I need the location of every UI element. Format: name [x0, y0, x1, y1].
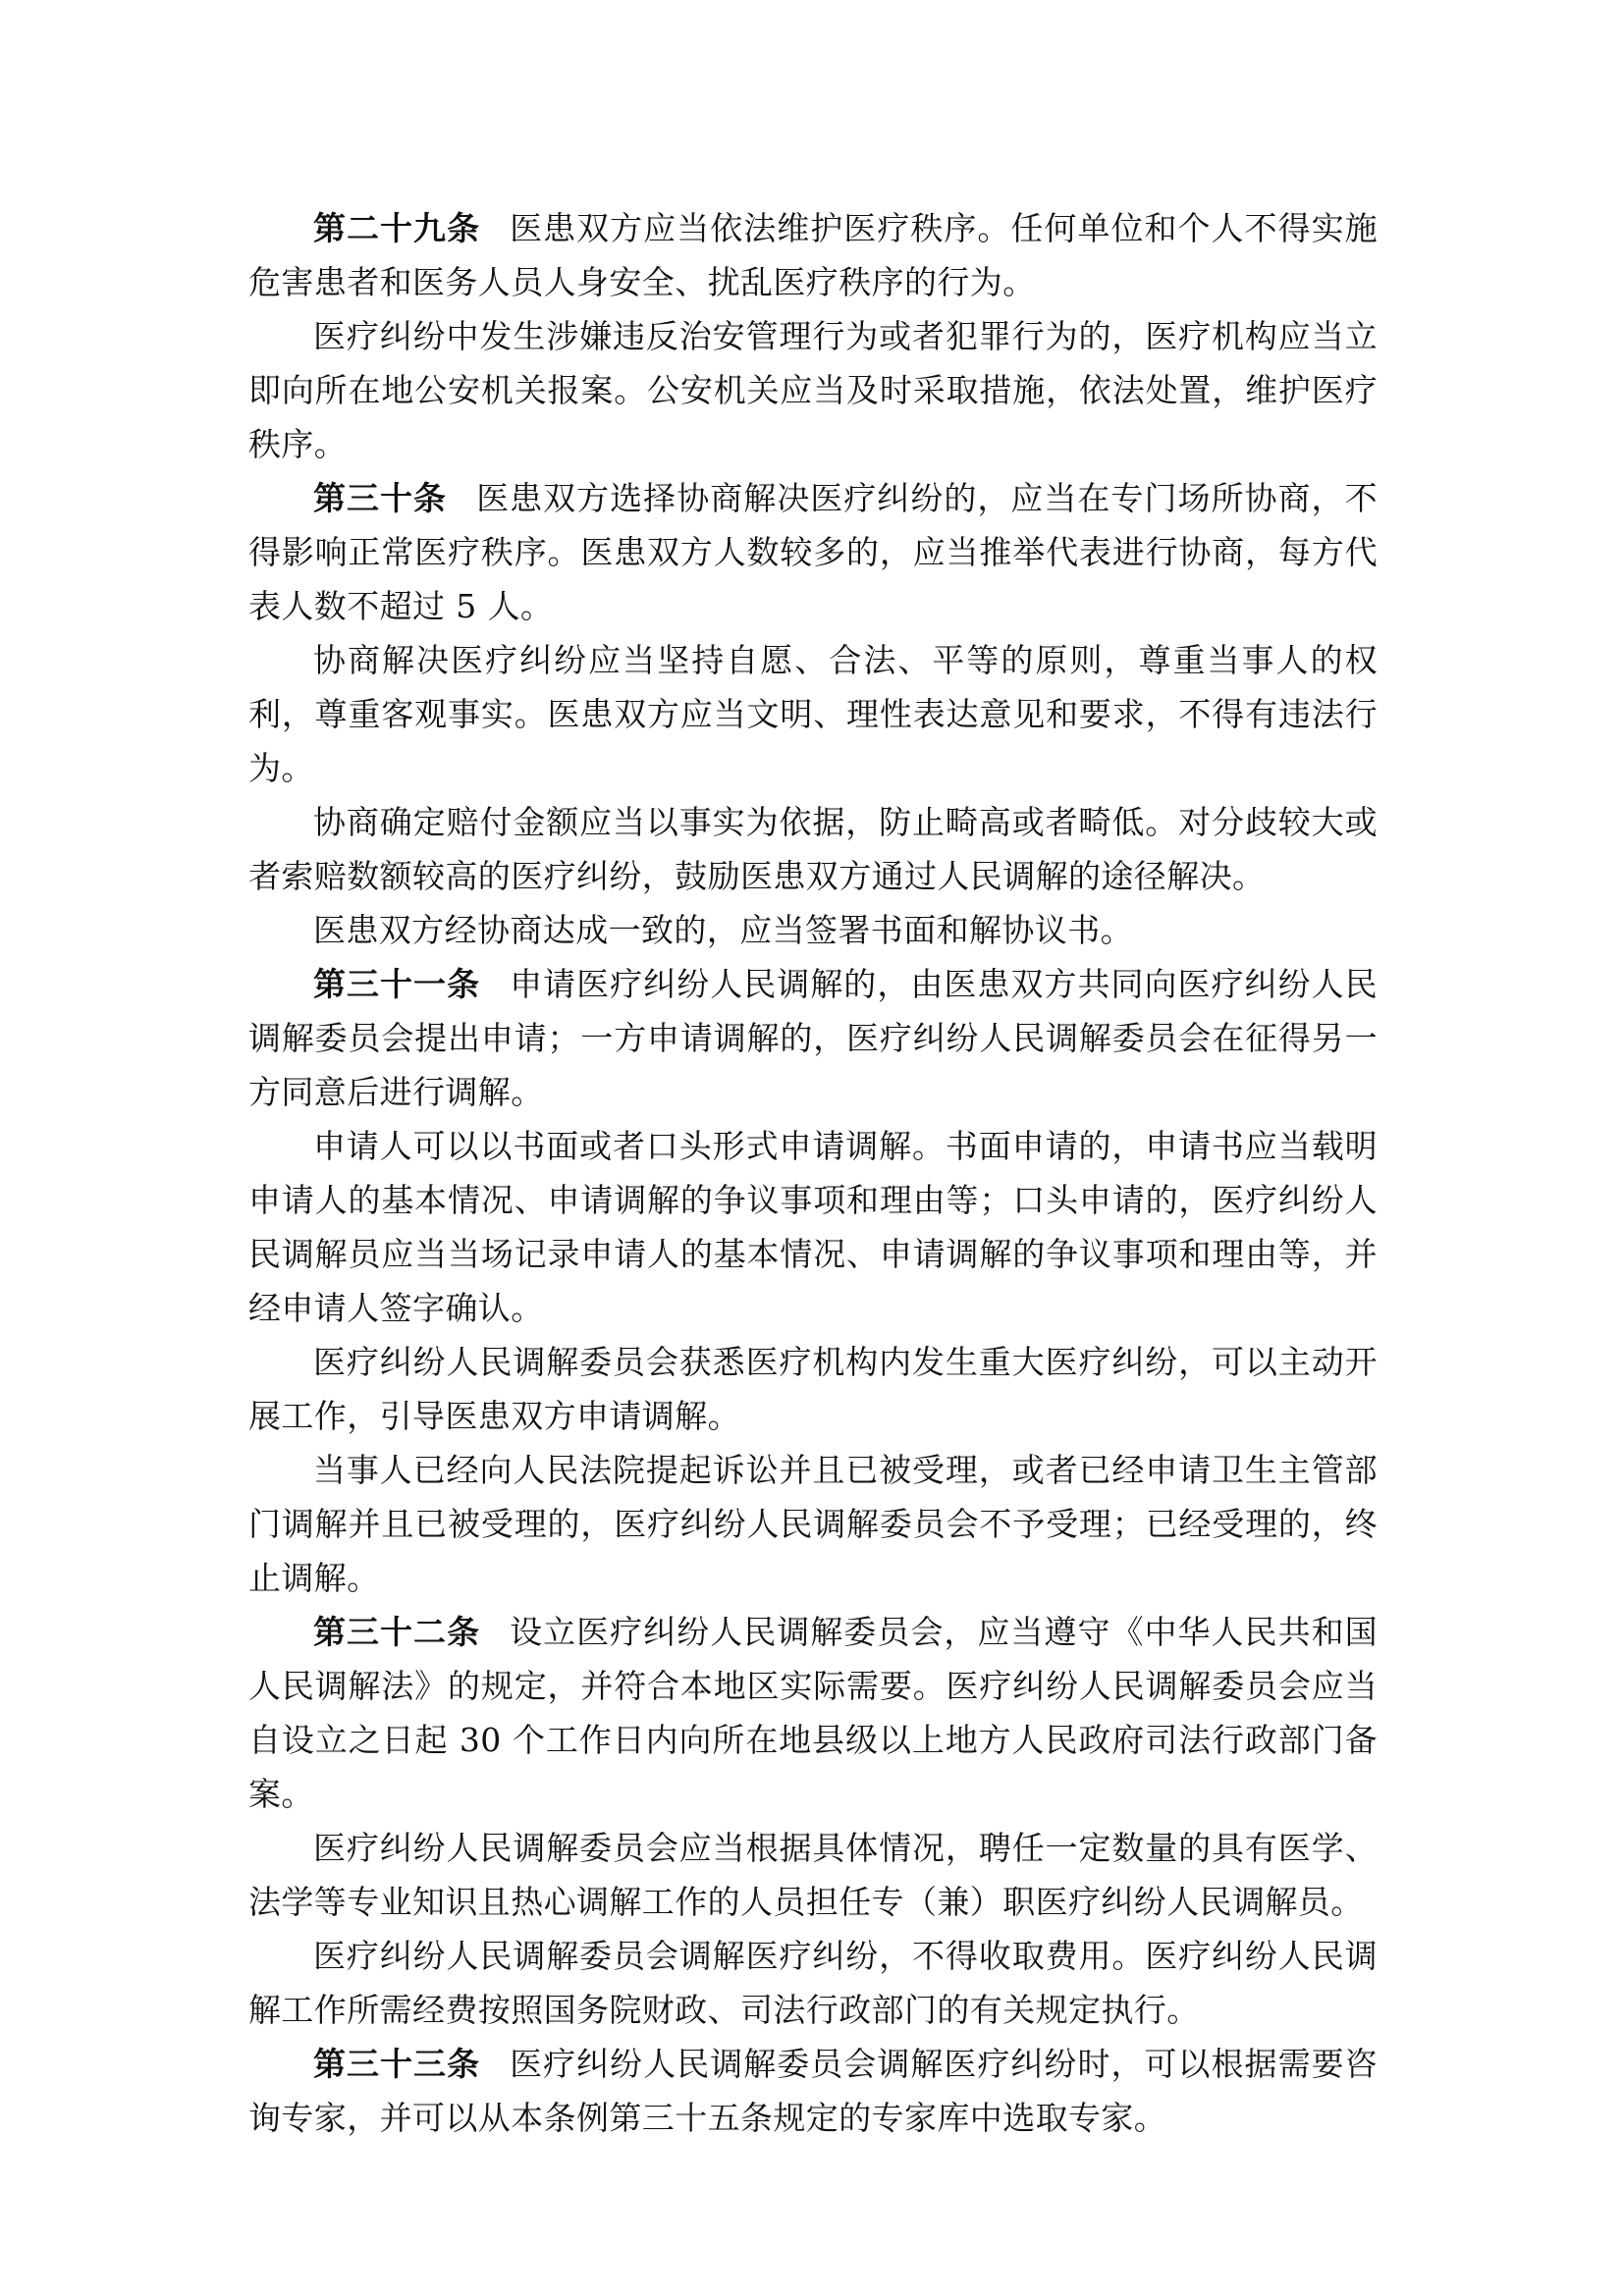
article-heading: 第三十二条	[313, 1613, 481, 1651]
paragraph-text: 申请医疗纠纷人民调解的，由医患双方共同向医疗纠纷人民调解委员会提出申请；一方申请调解的，医疗纠纷人民调解委员会在征得另一方同意后进行调解。	[248, 965, 1379, 1111]
paragraph-text: 医疗纠纷人民调解委员会应当根据具体情况，聘任一定数量的具有医学、法学等专业知识且热心调解工作的人员担任专（兼）职医疗纠纷人民调解员。	[248, 1829, 1378, 1921]
article-heading: 第二十九条	[313, 209, 481, 247]
document-body	[248, 201, 1378, 2145]
paragraph-text: 协商解决医疗纠纷应当坚持自愿、合法、平等的原则，尊重当事人的权利，尊重客观事实。医患双方应当文明、理性表达意见和要求，不得有违法行为。	[248, 641, 1378, 787]
paragraph-text: 医患双方选择协商解决医疗纠纷的，应当在专门场所协商，不得影响正常医疗秩序。医患双方人数较多的，应当推举代表进行协商，每方代表人数不超过 5 人。	[248, 479, 1378, 625]
paragraph-text: 协商确定赔付金额应当以事实为依据，防止畸高或者畸低。对分歧较大或者索赔数额较高的医疗纠纷，鼓励医患双方通过人民调解的途径解决。	[248, 803, 1378, 895]
paragraph-text: 医患双方应当依法维护医疗秩序。任何单位和个人不得实施危害患者和医务人员人身安全、扰乱医疗秩序的行为。	[248, 209, 1379, 301]
article-heading: 第三十条	[313, 479, 448, 517]
paragraph-text: 医疗纠纷人民调解委员会调解医疗纠纷，不得收取费用。医疗纠纷人民调解工作所需经费按照国务院财政、司法行政部门的有关规定执行。	[248, 1937, 1378, 2029]
paragraph	[248, 1821, 1378, 1929]
paragraph-text: 医疗纠纷人民调解委员会调解医疗纠纷时，可以根据需要咨询专家，并可以从本条例第三十五条规定的专家库中选取专家。	[248, 2045, 1379, 2137]
paragraph-article-33	[248, 2037, 1378, 2145]
paragraph	[248, 903, 1378, 957]
paragraph-article-30	[248, 471, 1378, 633]
paragraph-text: 医疗纠纷中发生涉嫌违反治安管理行为或者犯罪行为的，医疗机构应当立即向所在地公安机关报案。公安机关应当及时采取措施，依法处置，维护医疗秩序。	[248, 317, 1378, 463]
paragraph	[248, 309, 1378, 471]
paragraph-article-32	[248, 1605, 1378, 1821]
paragraph-text: 设立医疗纠纷人民调解委员会，应当遵守《中华人民共和国人民调解法》的规定，并符合本地区实际需要。医疗纠纷人民调解委员会应当自设立之日起 30 个工作日内向所在地县级以上地方人民政府司法行政部门备案。	[248, 1613, 1379, 1813]
paragraph-text: 医疗纠纷人民调解委员会获悉医疗机构内发生重大医疗纠纷，可以主动开展工作，引导医患双方申请调解。	[248, 1343, 1378, 1435]
paragraph	[248, 1119, 1378, 1335]
paragraph-text: 医患双方经协商达成一致的，应当签署书面和解协议书。	[313, 911, 1133, 949]
article-heading: 第三十三条	[313, 2045, 481, 2083]
paragraph	[248, 795, 1378, 903]
paragraph-article-29	[248, 201, 1378, 309]
paragraph	[248, 1929, 1378, 2037]
paragraph-text: 当事人已经向人民法院提起诉讼并且已被受理，或者已经申请卫生主管部门调解并且已被受理的，医疗纠纷人民调解委员会不予受理；已经受理的，终止调解。	[248, 1451, 1378, 1597]
paragraph	[248, 1443, 1378, 1605]
paragraph-article-31	[248, 957, 1378, 1119]
paragraph-text: 申请人可以以书面或者口头形式申请调解。书面申请的，申请书应当载明申请人的基本情况、申请调解的争议事项和理由等；口头申请的，医疗纠纷人民调解员应当当场记录申请人的基本情况、申请调解的争议事项和理由等，并经申请人签字确认。	[248, 1127, 1378, 1327]
paragraph	[248, 633, 1378, 795]
paragraph	[248, 1335, 1378, 1443]
article-heading: 第三十一条	[313, 965, 481, 1003]
